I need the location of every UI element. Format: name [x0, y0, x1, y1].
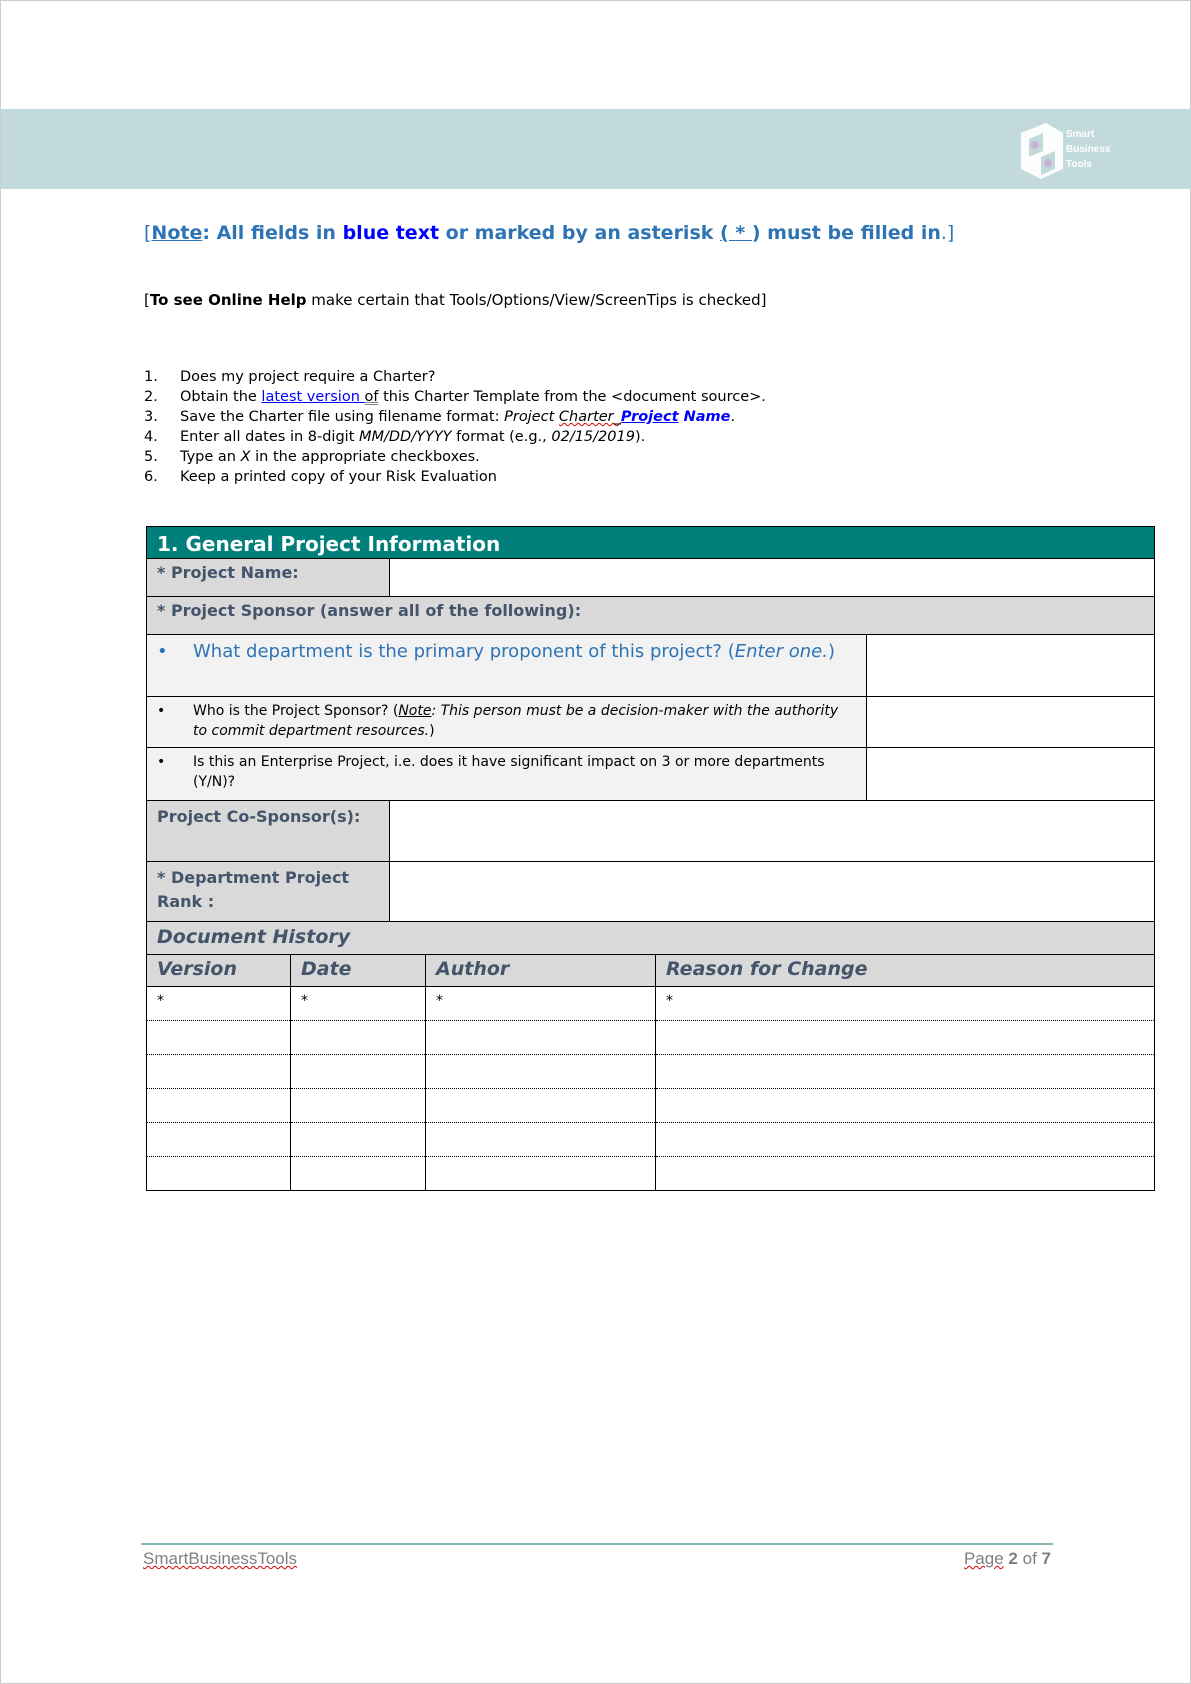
item-number: 1.: [144, 369, 158, 385]
of-word: of: [1022, 1549, 1037, 1568]
current-page: 2: [1008, 1549, 1018, 1568]
history-cell[interactable]: [147, 1157, 291, 1191]
history-cell[interactable]: [426, 1055, 656, 1089]
sponsor-question: [147, 697, 867, 748]
history-cell[interactable]: [426, 1123, 656, 1157]
history-cell[interactable]: [291, 1123, 426, 1157]
document-history-title: Document History: [147, 922, 1155, 955]
item-text: ).: [634, 429, 646, 445]
footer-divider: [141, 1543, 1053, 1545]
bullet: •: [157, 754, 166, 770]
question-text: Note: [398, 703, 432, 719]
item-text: X: [240, 449, 251, 465]
history-cell[interactable]: [291, 1157, 426, 1191]
page-word: Page: [963, 1549, 1004, 1568]
project-name-label: * Project Name:: [147, 559, 390, 597]
question-text: Who is the Project Sponsor? (: [193, 703, 399, 719]
history-cell[interactable]: [426, 1089, 656, 1123]
sponsor-input[interactable]: [867, 697, 1155, 748]
history-row: [147, 1123, 1155, 1157]
item-number: 4.: [144, 429, 158, 445]
history-row: [147, 1021, 1155, 1055]
logo-word: Business: [1066, 144, 1111, 155]
bullet: •: [157, 641, 168, 662]
item-text: Project: [504, 409, 559, 425]
question-text: : This person must be a decision-maker with the authority to commit department resources.: [193, 703, 839, 739]
history-cell[interactable]: [147, 1021, 291, 1055]
question-text: What department is the primary proponent of this project? (: [193, 641, 735, 662]
history-cell[interactable]: [656, 1021, 1155, 1055]
item-number: 6.: [144, 469, 158, 485]
history-cell[interactable]: [291, 1089, 426, 1123]
history-cell[interactable]: [291, 1021, 426, 1055]
item-text: of: [364, 389, 379, 405]
history-cell[interactable]: [656, 1123, 1155, 1157]
footer-company: [143, 1549, 297, 1569]
list-item: [144, 387, 766, 407]
blue-text: blue text: [342, 222, 440, 244]
list-item: [144, 367, 766, 387]
enterprise-input[interactable]: [867, 748, 1155, 801]
column-header: Version: [147, 955, 291, 987]
document-history-table: [146, 954, 1155, 1191]
list-item: [144, 467, 766, 487]
note-text: or marked by an asterisk: [439, 222, 721, 244]
history-cell[interactable]: [147, 1089, 291, 1123]
logo-text: [1066, 127, 1110, 172]
history-cell[interactable]: [656, 1089, 1155, 1123]
history-cell[interactable]: [656, 1157, 1155, 1191]
item-text: Does my project require a Charter?: [180, 369, 436, 385]
column-header: Date: [291, 955, 426, 987]
bracket: [: [144, 222, 152, 244]
item-number: 3.: [144, 409, 158, 425]
instruction-list: [144, 367, 766, 487]
online-help-note: [144, 291, 767, 309]
history-cell[interactable]: [147, 1123, 291, 1157]
note-word: Note: [151, 222, 203, 244]
question-text: Is this an Enterprise Project, i.e. does it have significant impact on 3 or more departments (Y/N)?: [193, 754, 825, 790]
history-cell[interactable]: [656, 1055, 1155, 1089]
item-number: 5.: [144, 449, 158, 465]
history-row: [147, 1157, 1155, 1191]
item-text: in the appropriate checkboxes.: [250, 449, 480, 465]
item-text: 02/15/2019: [551, 429, 635, 445]
project-sponsor-label: * Project Sponsor (answer all of the following):: [147, 597, 1155, 635]
history-cell[interactable]: [291, 1055, 426, 1089]
project-name-field[interactable]: Name: [678, 409, 731, 425]
project-name-input[interactable]: [390, 559, 1155, 597]
item-text: Save the Charter file using filename format:: [180, 409, 505, 425]
bullet: •: [157, 703, 166, 719]
rank-input[interactable]: [390, 862, 1155, 922]
help-bold: To see Online Help: [149, 291, 307, 309]
history-row: [147, 987, 1155, 1021]
item-text: .: [730, 409, 736, 425]
item-text: MM/DD/YYYY: [358, 429, 452, 445]
list-item: [144, 407, 766, 427]
item-text: Obtain the: [180, 389, 262, 405]
footer-company-text: SmartBusinessTools: [143, 1549, 298, 1568]
item-number: 2.: [144, 389, 158, 405]
page-number: [964, 1549, 1051, 1569]
enterprise-question: [147, 748, 867, 801]
list-item: [144, 447, 766, 467]
help-text: make certain that Tools/Options/View/ScreenTips is checked]: [306, 291, 767, 309]
history-row: [147, 1055, 1155, 1089]
history-cell[interactable]: *: [291, 987, 426, 1021]
logo-word: Smart: [1066, 129, 1095, 140]
question-text: ): [429, 723, 435, 739]
item-text: this Charter Template from the <document source>.: [378, 389, 766, 405]
history-cell[interactable]: *: [656, 987, 1155, 1021]
history-cell[interactable]: [426, 1021, 656, 1055]
column-header: Reason for Change: [656, 955, 1155, 987]
department-question: [147, 635, 867, 697]
column-header: Author: [426, 955, 656, 987]
co-sponsor-label: Project Co-Sponsor(s):: [147, 801, 390, 862]
bracket: [: [144, 291, 150, 309]
total-pages: 7: [1041, 1549, 1051, 1568]
asterisk-marker: ( *: [720, 222, 752, 244]
note-text: ) must be filled in: [751, 222, 941, 244]
item-text: format (e.g.,: [451, 429, 552, 445]
required-fields-note: [144, 222, 954, 244]
department-input[interactable]: [867, 635, 1155, 697]
project-name-field[interactable]: Project: [620, 409, 679, 425]
bracket: ]: [946, 222, 955, 244]
item-text: Type an: [180, 449, 241, 465]
list-item: [144, 427, 766, 447]
section-title: 1. General Project Information: [147, 527, 1155, 559]
history-cell[interactable]: [426, 1157, 656, 1191]
item-text: Enter all dates in 8-digit: [180, 429, 359, 445]
history-cell[interactable]: [147, 1055, 291, 1089]
item-text: Keep a printed copy of your Risk Evaluation: [180, 469, 497, 485]
rank-label: * Department Project Rank :: [147, 862, 390, 922]
history-cell[interactable]: *: [147, 987, 291, 1021]
history-row: [147, 1089, 1155, 1123]
question-text: Enter one.: [734, 641, 828, 662]
latest-version-link[interactable]: latest version: [261, 389, 365, 405]
general-project-information-table: [146, 526, 1155, 955]
history-cell[interactable]: *: [426, 987, 656, 1021]
logo-word: Tools: [1066, 159, 1092, 170]
item-text: Charter_: [558, 409, 621, 425]
note-text: : All fields in: [202, 222, 343, 244]
co-sponsor-input[interactable]: [390, 801, 1155, 862]
question-text: ): [827, 641, 836, 662]
period: .: [940, 222, 947, 244]
